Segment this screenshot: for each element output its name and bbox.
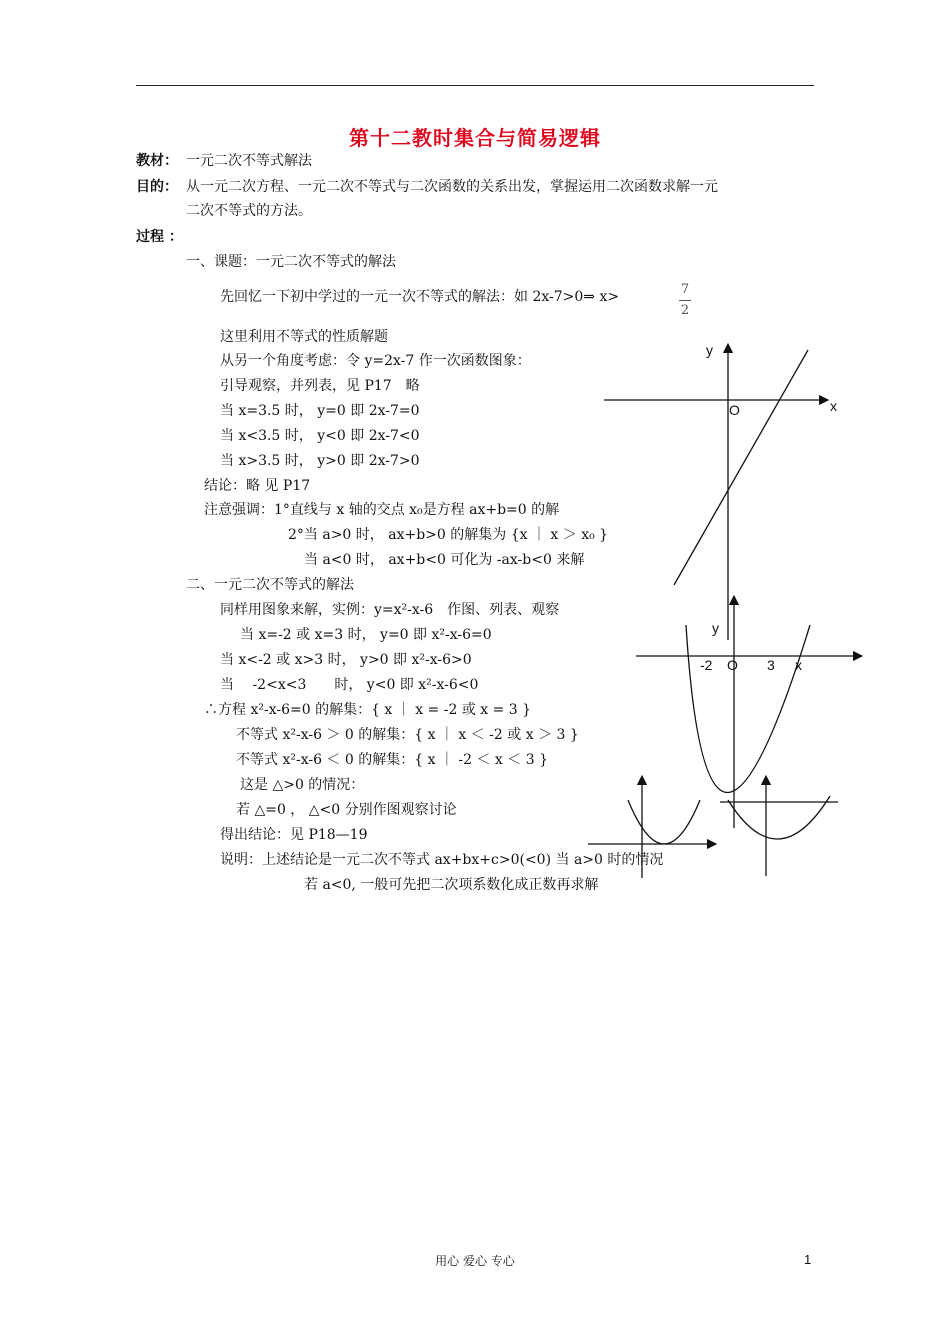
page-number: 1 xyxy=(804,1252,812,1267)
property-line: 这里利用不等式的性质解题 xyxy=(220,329,388,345)
textbook-value: 一元二次不等式解法 xyxy=(186,153,312,169)
textbook-label: 教材： xyxy=(136,153,178,169)
observe-line: 引导观察，并列表，见 P17 略 xyxy=(220,378,420,394)
note2-line: 2°当 a>0 时， ax+b>0 的解集为 {x ｜ x ＞ x₀ } xyxy=(288,527,609,543)
conclusion-line: 结论：略 见 P17 xyxy=(204,478,311,494)
result-line: 得出结论：见 P18—19 xyxy=(220,827,368,843)
equation-solution-line: ∴方程 x²-x-6=0 的解集：{ x ｜ x = -2 或 x = 3 } xyxy=(204,702,532,718)
fraction-denominator: 2 xyxy=(680,303,690,318)
negative-a-line: 若 a<0, 一般可先把二次项系数化成正数再求解 xyxy=(304,877,599,893)
discriminant-other-line: 若 △=0 ， △<0 分别作图观察讨论 xyxy=(236,802,457,818)
goal-label: 目的： xyxy=(136,179,178,195)
positive-line: 当 x<-2 或 x>3 时， y>0 即 x²-x-6>0 xyxy=(220,652,472,668)
process-label: 过程 ： xyxy=(136,229,183,245)
recall-line: 先回忆一下初中学过的一元一次不等式的解法：如 2x-7>0⇒ x> xyxy=(220,289,620,305)
inequality-lt-line: 不等式 x²-x-6 ＜ 0 的解集：{ x ｜ -2 ＜ x ＜ 3 } xyxy=(236,752,548,768)
goal-line2: 二次不等式的方法。 xyxy=(186,203,312,219)
graph2-root-left: -2 xyxy=(700,657,713,673)
note3-line: 当 a<0 时， ax+b<0 可化为 -ax-b<0 来解 xyxy=(304,552,585,568)
page-title: 第十二教时集合与简易逻辑 xyxy=(349,126,601,150)
linear-line xyxy=(674,350,808,585)
case2-line: 当 x<3.5 时， y<0 即 2x-7<0 xyxy=(220,428,420,444)
linear-graph xyxy=(604,348,824,640)
no-root-parabola-graph xyxy=(720,780,838,876)
section2-heading: 二、一元二次不等式的解法 xyxy=(186,577,354,593)
explanation-line: 说明：上述结论是一元二次不等式 ax+bx+c>0(<0) 当 a>0 时的情况 xyxy=(220,852,664,868)
note1-line: 注意强调：1°直线与 x 轴的交点 x₀是方程 ax+b=0 的解 xyxy=(204,502,560,518)
graph2-y-label: y xyxy=(712,620,719,636)
fraction-numerator: 7 xyxy=(680,282,690,297)
tangent-parabola-curve xyxy=(628,800,700,844)
parabola-curve xyxy=(686,625,810,793)
example-line: 同样用图象来解，实例：y=x²-x-6 作图、列表、观察 xyxy=(220,602,560,618)
discriminant-positive-line: 这是 △>0 的情况： xyxy=(240,777,365,793)
negative-line: 当 -2<x<3 时， y<0 即 x²-x-6<0 xyxy=(220,677,479,693)
graph2-root-right: 3 xyxy=(767,657,775,673)
section1-heading: 一、课题：一元二次不等式的解法 xyxy=(186,254,396,270)
graph1-x-label: x xyxy=(830,398,837,414)
tangent-parabola-graph xyxy=(588,780,712,878)
roots-line: 当 x=-2 或 x=3 时， y=0 即 x²-x-6=0 xyxy=(240,627,492,643)
angle-line: 从另一个角度考虑：令 y=2x-7 作一次函数图象： xyxy=(220,353,531,369)
graph2-x-label: x xyxy=(795,657,802,673)
graph1-y-label: y xyxy=(706,342,713,358)
footer-motto: 用心 爱心 专心 xyxy=(435,1254,515,1268)
case1-line: 当 x=3.5 时， y=0 即 2x-7=0 xyxy=(220,403,420,419)
graph1-origin-label: O xyxy=(729,402,740,418)
inequality-gt-line: 不等式 x²-x-6 ＞ 0 的解集：{ x ｜ x ＜ -2 或 x ＞ 3 } xyxy=(236,727,579,743)
graph2-origin-label: O xyxy=(727,657,738,673)
case3-line: 当 x>3.5 时， y>0 即 2x-7>0 xyxy=(220,453,420,469)
parabola-graph xyxy=(636,600,858,828)
goal-line1: 从一元二次方程、一元二次不等式与二次函数的关系出发，掌握运用二次函数求解一元 xyxy=(186,179,718,195)
